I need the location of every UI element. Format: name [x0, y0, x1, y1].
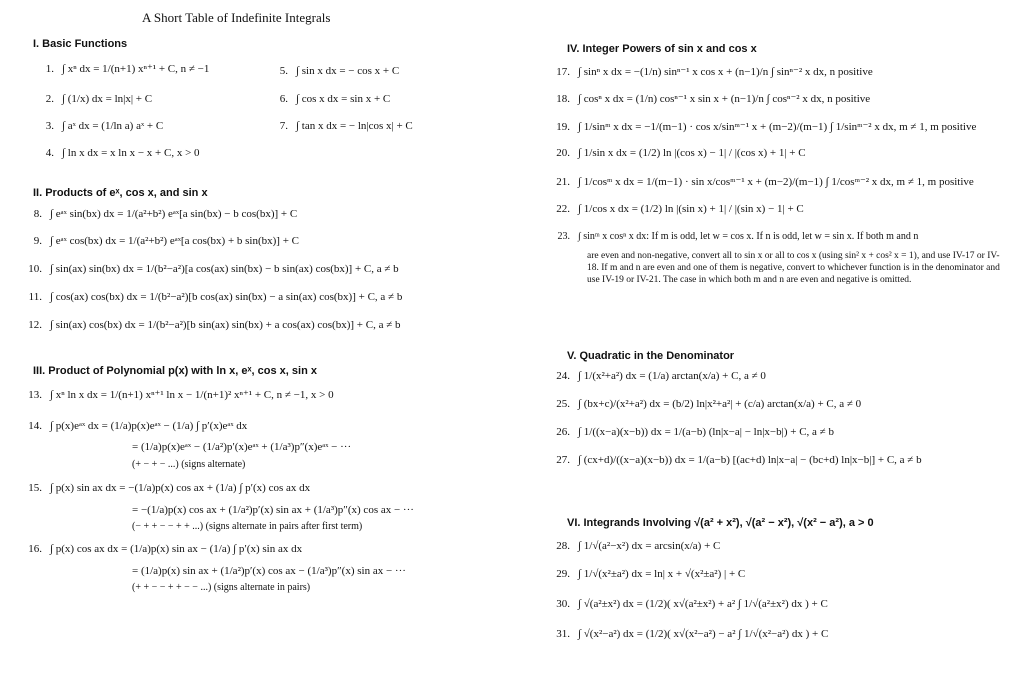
formula-15-line-2: = −(1/a)p(x) cos ax + (1/a²)p′(x) sin ax + (1/a³)p″(x) cos ax − ···	[132, 504, 414, 516]
formula-15: 15. ∫ p(x) sin ax dx = −(1/a)p(x) cos ax + (1/a) ∫ p′(x) cos ax dx	[28, 482, 311, 494]
formula-17: 17. ∫ sinⁿ x dx = −(1/n) sinⁿ⁻¹ x cos x + (n−1)/n ∫ sinⁿ⁻² x dx, n positive	[556, 66, 873, 78]
formula-28: 28. ∫ 1/√(a²−x²) dx = arcsin(x/a) + C	[556, 540, 721, 552]
formula-14: 14. ∫ p(x)eᵃˣ dx = (1/a)p(x)eᵃˣ − (1/a) ∫ p′(x)eᵃˣ dx	[28, 420, 248, 432]
formula-16-line-2: = (1/a)p(x) sin ax + (1/a²)p′(x) cos ax − (1/a³)p″(x) sin ax − ···	[132, 565, 406, 577]
formula-23-note: are even and non-negative, convert all to sin x or all to cos x (using sin² x + cos² x = 1), and use IV-17 or IV-18. If m and n are even and one of them is negative, convert to whichever function is in the denominator and use IV-19 or IV-21. The case in which both m and n are even and negative is omitted.	[587, 251, 1000, 285]
formula-8: 8. ∫ eᵃˣ sin(bx) dx = 1/(a²+b²) eᵃˣ[a sin(bx) − b cos(bx)] + C	[33, 208, 298, 220]
section-heading-quadratic: V. Quadratic in the Denominator	[567, 350, 735, 362]
section-heading-powers: IV. Integer Powers of sin x and cos x	[567, 43, 757, 55]
formula-10: 10. ∫ sin(ax) sin(bx) dx = 1/(b²−a²)[a cos(ax) sin(bx) − b sin(ax) cos(bx)] + C, a ≠ b	[28, 263, 399, 275]
formula-16: 16. ∫ p(x) cos ax dx = (1/a)p(x) sin ax − (1/a) ∫ p′(x) sin ax dx	[28, 543, 303, 555]
formula-25: 25. ∫ (bx+c)/(x²+a²) dx = (b/2) ln|x²+a²| + (c/a) arctan(x/a) + C, a ≠ 0	[556, 398, 862, 410]
formula-18: 18. ∫ cosⁿ x dx = (1/n) cosⁿ⁻¹ x sin x + (n−1)/n ∫ cosⁿ⁻² x dx, n positive	[556, 93, 871, 105]
formula-22: 22. ∫ 1/cos x dx = (1/2) ln |(sin x) + 1| / |(sin x) − 1| + C	[556, 203, 804, 215]
formula-2: 2. ∫ (1/x) dx = ln|x| + C	[45, 93, 153, 105]
formula-14-signs: (+ − + − ...) (signs alternate)	[132, 459, 246, 470]
page-title: A Short Table of Indefinite Integrals	[142, 10, 331, 25]
formula-26: 26. ∫ 1/((x−a)(x−b)) dx = 1/(a−b) (ln|x−a| − ln|x−b|) + C, a ≠ b	[556, 426, 834, 438]
formula-19: 19. ∫ 1/sinᵐ x dx = −1/(m−1) · cos x/sinᵐ⁻¹ x + (m−2)/(m−1) ∫ 1/sinᵐ⁻² x dx, m ≠ 1, m positive	[556, 121, 977, 133]
formula-12: 12. ∫ sin(ax) cos(bx) dx = 1/(b²−a²)[b sin(ax) sin(bx) + a cos(ax) cos(bx)] + C, a ≠ b	[28, 319, 401, 331]
formula-24: 24. ∫ 1/(x²+a²) dx = (1/a) arctan(x/a) + C, a ≠ 0	[556, 370, 766, 382]
formula-9: 9. ∫ eᵃˣ cos(bx) dx = 1/(a²+b²) eᵃˣ[a cos(bx) + b sin(bx)] + C	[33, 235, 300, 247]
formula-11: 11. ∫ cos(ax) cos(bx) dx = 1/(b²−a²)[b cos(ax) sin(bx) − a sin(ax) cos(bx)] + C, a ≠ b	[28, 291, 403, 303]
formula-5: 5. ∫ sin x dx = − cos x + C	[279, 65, 400, 77]
formula-31: 31. ∫ √(x²−a²) dx = (1/2)( x√(x²−a²) − a² ∫ 1/√(x²−a²) dx ) + C	[556, 628, 829, 640]
formula-14-line-2: = (1/a)p(x)eᵃˣ − (1/a²)p′(x)eᵃˣ + (1/a³)p″(x)eᵃˣ − ···	[132, 441, 352, 453]
section-heading-products: II. Products of eˣ, cos x, and sin x	[33, 187, 208, 199]
formula-29: 29. ∫ 1/√(x²±a²) dx = ln| x + √(x²±a²) | + C	[556, 568, 746, 580]
formula-15-signs: (− + + − − + + ...) (signs alternate in pairs after first term)	[132, 521, 363, 532]
formula-13: 13. ∫ xⁿ ln x dx = 1/(n+1) xⁿ⁺¹ ln x − 1/(n+1)² xⁿ⁺¹ + C, n ≠ −1, x > 0	[28, 389, 334, 401]
formula-21: 21. ∫ 1/cosᵐ x dx = 1/(m−1) · sin x/cosᵐ⁻¹ x + (m−2)/(m−1) ∫ 1/cosᵐ⁻² x dx, m ≠ 1, m positive	[556, 176, 974, 188]
formula-20: 20. ∫ 1/sin x dx = (1/2) ln |(cos x) − 1| / |(cos x) + 1| + C	[556, 147, 806, 159]
formula-3: 3. ∫ aˣ dx = (1/ln a) aˣ + C	[45, 120, 164, 132]
section-heading-basic-functions: I. Basic Functions	[33, 38, 128, 50]
section-heading-polynomial: III. Product of Polynomial p(x) with ln x, eˣ, cos x, sin x	[33, 365, 317, 377]
formula-27: 27. ∫ (cx+d)/((x−a)(x−b)) dx = 1/(a−b) [(ac+d) ln|x−a| − (bc+d) ln|x−b|] + C, a ≠ b	[556, 454, 922, 466]
formula-4: 4. ∫ ln x dx = x ln x − x + C, x > 0	[45, 147, 200, 159]
section-heading-radicals: VI. Integrands Involving √(a² + x²), √(a² − x²), √(x² − a²), a > 0	[567, 517, 874, 529]
formula-6: 6. ∫ cos x dx = sin x + C	[279, 93, 391, 105]
formula-16-signs: (+ + − − + + − − ...) (signs alternate in pairs)	[132, 582, 311, 593]
formula-30: 30. ∫ √(a²±x²) dx = (1/2)( x√(a²±x²) + a² ∫ 1/√(a²±x²) dx ) + C	[556, 598, 828, 610]
formula-7: 7. ∫ tan x dx = − ln|cos x| + C	[279, 120, 413, 132]
formula-23: 23. ∫ sinᵐ x cosⁿ x dx: If m is odd, let w = cos x. If n is odd, let w = sin x. If both m and n	[557, 231, 919, 242]
formula-1: 1. ∫ xⁿ dx = 1/(n+1) xⁿ⁺¹ + C, n ≠ −1	[45, 63, 210, 75]
